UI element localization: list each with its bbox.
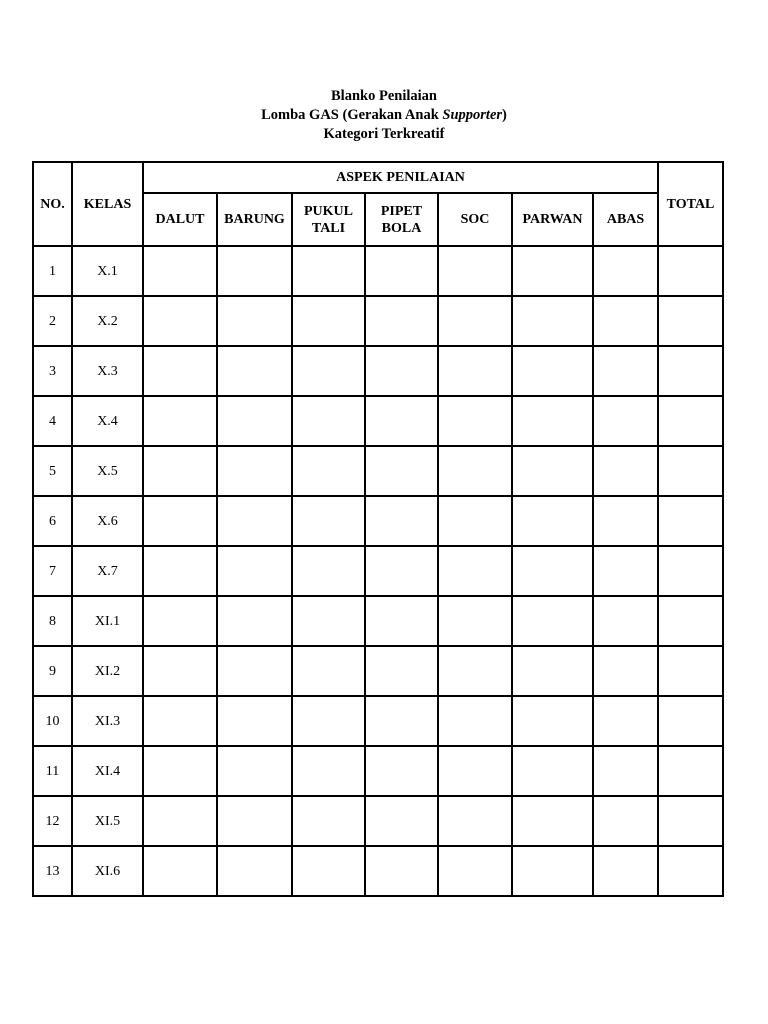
- score-cell-pipet-bola[interactable]: [365, 746, 438, 796]
- score-cell-dalut[interactable]: [143, 496, 217, 546]
- score-cell-pipet-bola[interactable]: [365, 246, 438, 296]
- score-cell-parwan[interactable]: [512, 746, 593, 796]
- cell-no: 4: [33, 396, 72, 446]
- table-body: [33, 246, 723, 896]
- score-cell-soc[interactable]: [438, 346, 512, 396]
- score-cell-barung[interactable]: [217, 446, 292, 496]
- score-cell-abas[interactable]: [593, 346, 658, 396]
- score-cell-pukul-tali[interactable]: [292, 796, 365, 846]
- score-cell-dalut[interactable]: [143, 546, 217, 596]
- cell-no: 13: [33, 846, 72, 896]
- score-cell-dalut[interactable]: [143, 446, 217, 496]
- cell-no: 7: [33, 546, 72, 596]
- score-cell-pukul-tali[interactable]: [292, 746, 365, 796]
- cell-no: 5: [33, 446, 72, 496]
- header-aspect-pukul-tali: PUKUL TALI: [292, 193, 365, 246]
- score-cell-dalut[interactable]: [143, 296, 217, 346]
- cell-kelas: X.6: [72, 496, 143, 546]
- score-cell-soc[interactable]: [438, 546, 512, 596]
- title-line-2-prefix: Lomba GAS (Gerakan Anak: [261, 107, 443, 123]
- header-total: TOTAL: [658, 162, 723, 246]
- table-row: [33, 396, 723, 446]
- score-cell-pukul-tali[interactable]: [292, 496, 365, 546]
- score-cell-abas[interactable]: [593, 246, 658, 296]
- assessment-table: [32, 161, 724, 897]
- score-cell-parwan[interactable]: [512, 596, 593, 646]
- score-cell-pipet-bola[interactable]: [365, 396, 438, 446]
- score-cell-parwan[interactable]: [512, 846, 593, 896]
- header-aspect-dalut: DALUT: [143, 193, 217, 246]
- score-cell-total[interactable]: [658, 696, 723, 746]
- cell-no: 2: [33, 296, 72, 346]
- cell-no: 3: [33, 346, 72, 396]
- score-cell-pukul-tali[interactable]: [292, 546, 365, 596]
- score-cell-barung[interactable]: [217, 746, 292, 796]
- cell-kelas: XI.4: [72, 746, 143, 796]
- cell-kelas: XI.6: [72, 846, 143, 896]
- score-cell-barung[interactable]: [217, 296, 292, 346]
- header-no: NO.: [33, 162, 72, 246]
- cell-kelas: XI.5: [72, 796, 143, 846]
- cell-no: 1: [33, 246, 72, 296]
- score-cell-abas[interactable]: [593, 496, 658, 546]
- table-row: [33, 246, 723, 296]
- title-line-2-italic: Supporter: [442, 107, 503, 123]
- score-cell-total[interactable]: [658, 446, 723, 496]
- score-cell-total[interactable]: [658, 546, 723, 596]
- score-cell-parwan[interactable]: [512, 546, 593, 596]
- score-cell-pipet-bola[interactable]: [365, 446, 438, 496]
- score-cell-pukul-tali[interactable]: [292, 596, 365, 646]
- header-aspek-penilaian: ASPEK PENILAIAN: [143, 162, 658, 193]
- header-kelas: KELAS: [72, 162, 143, 246]
- score-cell-barung[interactable]: [217, 546, 292, 596]
- title-line-1: Blanko Penilaian: [331, 88, 437, 104]
- title-line-3: Kategori Terkreatif: [323, 126, 445, 142]
- table-row: [33, 796, 723, 846]
- score-cell-dalut[interactable]: [143, 796, 217, 846]
- score-cell-total[interactable]: [658, 596, 723, 646]
- score-cell-dalut[interactable]: [143, 596, 217, 646]
- score-cell-pipet-bola[interactable]: [365, 296, 438, 346]
- score-cell-parwan[interactable]: [512, 446, 593, 496]
- cell-kelas: X.1: [72, 246, 143, 296]
- score-cell-barung[interactable]: [217, 796, 292, 846]
- score-cell-abas[interactable]: [593, 796, 658, 846]
- score-cell-dalut[interactable]: [143, 246, 217, 296]
- score-cell-barung[interactable]: [217, 596, 292, 646]
- header-aspect-parwan: PARWAN: [512, 193, 593, 246]
- score-cell-abas[interactable]: [593, 746, 658, 796]
- table-row: [33, 446, 723, 496]
- score-cell-parwan[interactable]: [512, 246, 593, 296]
- score-cell-total[interactable]: [658, 246, 723, 296]
- header-aspect-abas: ABAS: [593, 193, 658, 246]
- score-cell-parwan[interactable]: [512, 696, 593, 746]
- title-line-2-suffix: ): [502, 107, 507, 123]
- cell-no: 8: [33, 596, 72, 646]
- table-row: [33, 696, 723, 746]
- header-aspect-barung: BARUNG: [217, 193, 292, 246]
- score-cell-soc[interactable]: [438, 846, 512, 896]
- score-cell-dalut[interactable]: [143, 646, 217, 696]
- cell-no: 12: [33, 796, 72, 846]
- cell-no: 10: [33, 696, 72, 746]
- score-cell-abas[interactable]: [593, 396, 658, 446]
- cell-kelas: X.7: [72, 546, 143, 596]
- score-cell-total[interactable]: [658, 396, 723, 446]
- score-cell-abas[interactable]: [593, 546, 658, 596]
- score-cell-total[interactable]: [658, 746, 723, 796]
- score-cell-pukul-tali[interactable]: [292, 696, 365, 746]
- score-cell-abas[interactable]: [593, 296, 658, 346]
- score-cell-abas[interactable]: [593, 846, 658, 896]
- score-cell-soc[interactable]: [438, 596, 512, 646]
- score-cell-barung[interactable]: [217, 696, 292, 746]
- score-cell-soc[interactable]: [438, 796, 512, 846]
- cell-kelas: X.2: [72, 296, 143, 346]
- document-title: [0, 87, 768, 144]
- score-cell-barung[interactable]: [217, 346, 292, 396]
- title-line-2: [0, 106, 768, 125]
- score-cell-soc[interactable]: [438, 496, 512, 546]
- table-row: [33, 496, 723, 546]
- score-cell-barung[interactable]: [217, 246, 292, 296]
- score-cell-total[interactable]: [658, 346, 723, 396]
- cell-no: 9: [33, 646, 72, 696]
- cell-no: 11: [33, 746, 72, 796]
- score-cell-pipet-bola[interactable]: [365, 596, 438, 646]
- score-cell-barung[interactable]: [217, 646, 292, 696]
- score-cell-parwan[interactable]: [512, 296, 593, 346]
- score-cell-pipet-bola[interactable]: [365, 646, 438, 696]
- score-cell-pipet-bola[interactable]: [365, 346, 438, 396]
- score-cell-dalut[interactable]: [143, 346, 217, 396]
- cell-kelas: XI.3: [72, 696, 143, 746]
- cell-kelas: X.3: [72, 346, 143, 396]
- score-cell-barung[interactable]: [217, 846, 292, 896]
- score-cell-pukul-tali[interactable]: [292, 846, 365, 896]
- score-cell-parwan[interactable]: [512, 796, 593, 846]
- score-cell-pukul-tali[interactable]: [292, 396, 365, 446]
- table-header: [33, 162, 723, 246]
- score-cell-pipet-bola[interactable]: [365, 696, 438, 746]
- score-cell-abas[interactable]: [593, 646, 658, 696]
- cell-kelas: X.5: [72, 446, 143, 496]
- score-cell-total[interactable]: [658, 296, 723, 346]
- score-cell-soc[interactable]: [438, 246, 512, 296]
- score-cell-soc[interactable]: [438, 296, 512, 346]
- score-cell-dalut[interactable]: [143, 696, 217, 746]
- cell-no: 6: [33, 496, 72, 546]
- score-cell-total[interactable]: [658, 846, 723, 896]
- cell-kelas: XI.2: [72, 646, 143, 696]
- score-cell-soc[interactable]: [438, 746, 512, 796]
- header-aspect-soc: SOC: [438, 193, 512, 246]
- table-row: [33, 296, 723, 346]
- header-aspect-pipet-bola: PIPET BOLA: [365, 193, 438, 246]
- table-row: [33, 646, 723, 696]
- score-cell-total[interactable]: [658, 496, 723, 546]
- score-cell-pipet-bola[interactable]: [365, 546, 438, 596]
- score-cell-barung[interactable]: [217, 496, 292, 546]
- score-cell-pipet-bola[interactable]: [365, 496, 438, 546]
- score-cell-parwan[interactable]: [512, 346, 593, 396]
- score-cell-abas[interactable]: [593, 596, 658, 646]
- score-cell-pukul-tali[interactable]: [292, 346, 365, 396]
- score-cell-pukul-tali[interactable]: [292, 646, 365, 696]
- table-row: [33, 846, 723, 896]
- score-cell-pipet-bola[interactable]: [365, 796, 438, 846]
- score-cell-soc[interactable]: [438, 646, 512, 696]
- table-row: [33, 596, 723, 646]
- table-row: [33, 346, 723, 396]
- score-cell-total[interactable]: [658, 796, 723, 846]
- score-cell-dalut[interactable]: [143, 846, 217, 896]
- score-cell-parwan[interactable]: [512, 396, 593, 446]
- table-row: [33, 546, 723, 596]
- score-cell-abas[interactable]: [593, 696, 658, 746]
- score-cell-parwan[interactable]: [512, 496, 593, 546]
- cell-kelas: X.4: [72, 396, 143, 446]
- header-row-1: [33, 162, 723, 193]
- cell-kelas: XI.1: [72, 596, 143, 646]
- score-cell-total[interactable]: [658, 646, 723, 696]
- score-cell-pipet-bola[interactable]: [365, 846, 438, 896]
- score-cell-pukul-tali[interactable]: [292, 296, 365, 346]
- score-cell-dalut[interactable]: [143, 746, 217, 796]
- score-cell-barung[interactable]: [217, 396, 292, 446]
- score-cell-pukul-tali[interactable]: [292, 246, 365, 296]
- score-cell-abas[interactable]: [593, 446, 658, 496]
- score-cell-soc[interactable]: [438, 696, 512, 746]
- score-cell-pukul-tali[interactable]: [292, 446, 365, 496]
- score-cell-dalut[interactable]: [143, 396, 217, 446]
- score-cell-soc[interactable]: [438, 446, 512, 496]
- score-cell-soc[interactable]: [438, 396, 512, 446]
- score-cell-parwan[interactable]: [512, 646, 593, 696]
- table-row: [33, 746, 723, 796]
